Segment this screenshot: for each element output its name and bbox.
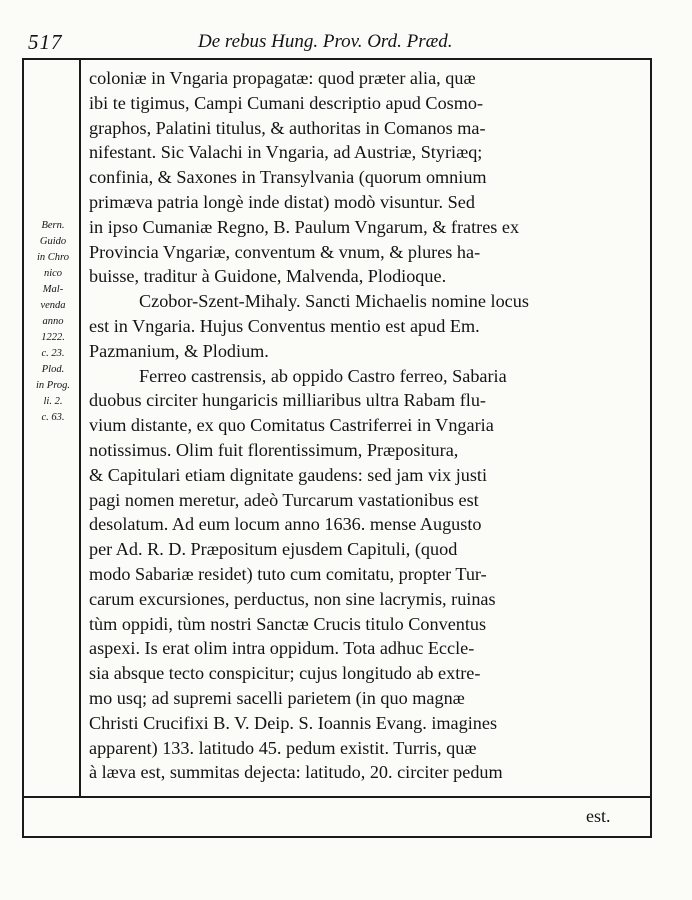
text-line: Provincia Vngariæ, conventum & vnum, & plures ha-	[89, 241, 481, 262]
text-line: tùm oppidi, tùm nostri Sanctæ Crucis titulo Conventus	[89, 613, 487, 634]
margin-note-line: in Chro	[37, 252, 69, 263]
text-line: Czobor-Szent-Mihaly. Sancti Michaelis nomine locus	[139, 291, 529, 312]
text-line: primæva patria longè inde distat) modò visuntur. Sed	[89, 191, 475, 212]
text-line: graphos, Palatini titulus, & authoritas in Comanos ma-	[89, 117, 486, 138]
margin-note-line: Plod.	[41, 364, 65, 375]
margin-note-line: li. 2.	[43, 396, 63, 407]
text-line: in ipso Cumaniæ Regno, B. Paulum Vngarum, & fratres ex	[89, 216, 520, 237]
margin-note-line: nico	[43, 268, 63, 279]
running-head: De rebus Hung. Prov. Ord. Præd.	[198, 31, 453, 52]
text-line: Ferreo castrensis, ab oppido Castro ferreo, Sabaria	[139, 365, 507, 386]
catchword: est.	[586, 806, 611, 826]
text-line: confinia, & Saxones in Transylvania (quorum omnium	[89, 167, 487, 188]
text-line: est in Vngaria. Hujus Conventus mentio est apud Em.	[89, 315, 480, 336]
margin-note-line: venda	[40, 300, 66, 311]
main-text-column	[89, 66, 647, 785]
text-line: & Capitulari etiam dignitate gaudens: sed jam vix justi	[89, 464, 488, 485]
margin-citation-note	[30, 218, 76, 426]
text-line: ibi te tigimus, Campi Cumani descriptio apud Cosmo-	[89, 92, 484, 113]
text-line: duobus circiter hungaricis milliaribus ultra Rabam flu-	[89, 390, 486, 411]
top-rule	[22, 58, 650, 60]
text-line: vium distante, ex quo Comitatus Castriferrei in Vngaria	[89, 415, 494, 436]
margin-note-line: Guido	[39, 236, 67, 247]
left-frame-rule	[22, 58, 24, 838]
text-line: Christi Crucifixi B. V. Deip. S. Ioannis Evang. imagines	[89, 712, 498, 733]
bottom-rule	[22, 796, 650, 798]
margin-note-line: 1222.	[41, 332, 65, 343]
text-line: per Ad. R. D. Præpositum ejusdem Capituli, (quod	[89, 539, 458, 560]
page-number: 517	[28, 30, 63, 54]
text-line: notissimus. Olim fuit florentissimum, Præpositura,	[89, 439, 459, 460]
text-line: sia absque tecto conspicitur; cujus longitudo ab extre-	[89, 663, 481, 684]
text-line: aspexi. Is erat olim intra oppidum. Tota adhuc Eccle-	[89, 638, 475, 659]
text-line: buisse, traditur à Guidone, Malvenda, Plodioque.	[89, 266, 447, 287]
margin-note-line: Bern.	[41, 220, 65, 231]
text-line: Pazmanium, & Plodium.	[89, 340, 269, 361]
margin-note-line: in Prog.	[35, 380, 71, 391]
margin-divider-rule	[79, 58, 81, 796]
text-line: nifestant. Sic Valachi in Vngaria, ad Austriæ, Styriæq;	[89, 142, 483, 163]
text-line: apparent) 133. latitudo 45. pedum existit. Turris, quæ	[89, 737, 477, 758]
footer-rule	[22, 836, 652, 838]
text-line: modo Sabariæ residet) tuto cum comitatu, propter Tur-	[89, 563, 487, 584]
right-frame-rule	[650, 58, 652, 838]
text-line: mo usq; ad supremi sacelli parietem (in quo magnæ	[89, 687, 465, 708]
margin-note-line: anno	[42, 316, 64, 327]
text-line: coloniæ in Vngaria propagatæ: quod præter alia, quæ	[89, 68, 476, 88]
margin-note-line: c. 63.	[41, 412, 65, 423]
margin-note-line: Mal-	[42, 284, 64, 295]
margin-note-line: c. 23.	[41, 348, 65, 359]
text-line: carum excursiones, perductus, non sine lacrymis, ruinas	[89, 588, 496, 609]
text-line: à læva est, summitas dejecta: latitudo, 20. circiter pedum	[89, 762, 503, 783]
text-line: pagi nomen meretur, adeò Turcarum vastationibus est	[89, 489, 479, 510]
text-line: desolatum. Ad eum locum anno 1636. mense Augusto	[89, 514, 482, 535]
